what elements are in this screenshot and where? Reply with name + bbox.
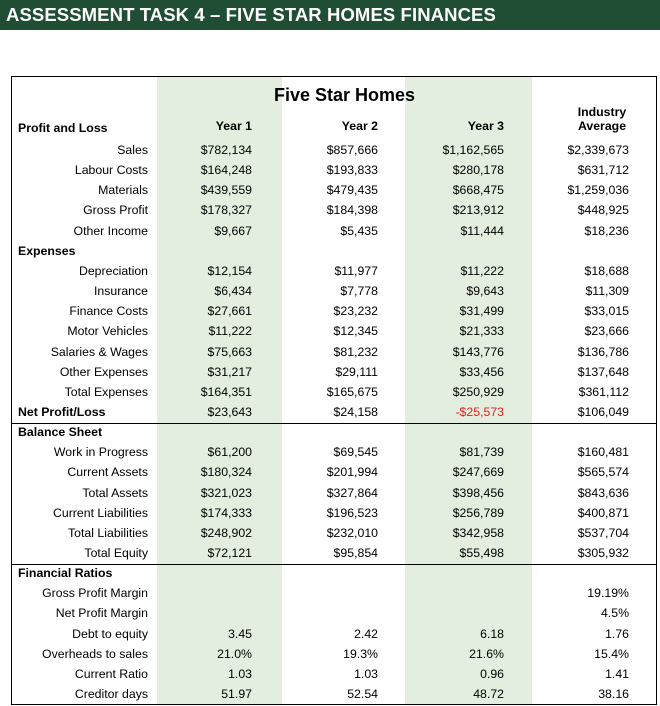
year3-value: 48.72 xyxy=(473,687,504,702)
section-header-profit-loss: Profit and Loss xyxy=(18,121,108,135)
year2-value: 1.03 xyxy=(354,666,378,681)
row-label: Labour Costs xyxy=(74,163,148,178)
industry-average-value: $18,236 xyxy=(584,223,629,238)
year1-value: $61,200 xyxy=(207,445,252,460)
year2-value: $81,232 xyxy=(333,344,378,359)
year3-value: 0.96 xyxy=(480,666,504,681)
industry-average-value: 1.41 xyxy=(605,666,629,681)
year3-value: $250,929 xyxy=(452,384,504,399)
year2-value: $5,435 xyxy=(340,223,378,238)
row-label: Materials xyxy=(98,183,148,198)
industry-average-value: 15.4% xyxy=(594,646,629,661)
year2-value: $201,994 xyxy=(326,465,378,480)
industry-average-value: $136,786 xyxy=(577,344,629,359)
year3-value: $9,643 xyxy=(466,284,504,299)
divider-after-balance-sheet xyxy=(12,564,656,565)
row-label: Salaries & Wages xyxy=(50,344,148,359)
industry-average-value: $106,049 xyxy=(577,404,629,419)
industry-average-header xyxy=(548,105,656,133)
year1-value: $439,559 xyxy=(200,183,252,198)
industry-average-value: $448,925 xyxy=(577,203,629,218)
year3-value: $55,498 xyxy=(459,546,504,560)
year2-value: $24,158 xyxy=(333,404,378,419)
year3-value: $342,958 xyxy=(452,525,504,540)
year2-value: $7,778 xyxy=(340,284,378,299)
row-label: Total Liabilities xyxy=(68,525,148,540)
row-label: Total Assets xyxy=(82,485,148,500)
year1-value: $12,154 xyxy=(207,263,252,278)
year1-value: $248,902 xyxy=(200,525,252,540)
year2-value: 52.54 xyxy=(347,687,378,702)
year1-value: $75,663 xyxy=(207,344,252,359)
section-header: Expenses xyxy=(18,243,76,258)
row-label: Total Expenses xyxy=(64,384,148,399)
row-label: Net Profit Margin xyxy=(55,606,148,621)
year1-value: $23,643 xyxy=(207,404,252,419)
industry-average-value: 1.76 xyxy=(605,626,629,641)
year3-value: $11,444 xyxy=(460,223,504,238)
year2-value: $95,854 xyxy=(333,546,378,560)
year1-value: $321,023 xyxy=(200,485,252,500)
year3-value: 21.6% xyxy=(469,646,504,661)
year3-value: $256,789 xyxy=(452,505,504,520)
row-label: Other Income xyxy=(73,223,148,238)
row-label: Current Ratio xyxy=(74,666,148,681)
industry-header-line1: Industry xyxy=(577,105,627,119)
industry-average-value: 19.19% xyxy=(587,586,629,601)
industry-header-line2: Average xyxy=(577,119,627,133)
divider-after-profit-loss xyxy=(12,423,656,424)
year1-value: $174,333 xyxy=(200,505,252,520)
year3-value: $247,669 xyxy=(452,465,504,480)
row-label: Net Profit/Loss xyxy=(18,404,106,419)
industry-average-value: $400,871 xyxy=(577,505,629,520)
industry-average-value: $23,666 xyxy=(584,324,629,339)
column-header-year1: Year 1 xyxy=(215,119,252,133)
row-label: Insurance xyxy=(93,284,148,299)
industry-average-value: $11,309 xyxy=(585,284,629,299)
row-label: Overheads to sales xyxy=(42,646,148,661)
year2-value: $184,398 xyxy=(326,203,378,218)
row-label: Work in Progress xyxy=(53,445,148,460)
industry-average-value: $160,481 xyxy=(577,445,629,460)
row-label: Total Equity xyxy=(84,546,148,560)
year2-value: $12,345 xyxy=(333,324,378,339)
row-label: Depreciation xyxy=(78,263,148,278)
year1-value: $27,661 xyxy=(207,304,252,319)
year3-value: $143,776 xyxy=(452,344,504,359)
year2-value: $23,232 xyxy=(333,304,378,319)
industry-average-value: $565,574 xyxy=(577,465,629,480)
year3-value: $668,475 xyxy=(452,183,504,198)
year3-value: $11,222 xyxy=(460,263,504,278)
industry-average-value: $18,688 xyxy=(584,263,629,278)
year1-value: $72,121 xyxy=(207,546,252,560)
year1-value: $6,434 xyxy=(214,284,252,299)
industry-average-value: $2,339,673 xyxy=(567,143,629,157)
industry-average-value: $137,648 xyxy=(577,364,629,379)
row-label: Gross Profit xyxy=(83,203,148,218)
year2-value: $857,666 xyxy=(326,143,378,157)
page-banner xyxy=(0,0,660,30)
year3-value: $280,178 xyxy=(452,163,504,178)
year1-value: 1.03 xyxy=(228,666,252,681)
row-label: Current Assets xyxy=(67,465,148,480)
year3-value: $31,499 xyxy=(459,304,504,319)
row-label: Creditor days xyxy=(74,687,148,702)
year3-value: -$25,573 xyxy=(455,404,504,419)
year2-value: $69,545 xyxy=(333,445,378,460)
row-label: Motor Vehicles xyxy=(67,324,148,339)
year1-value: $178,327 xyxy=(200,203,252,218)
year3-value: $33,456 xyxy=(459,364,504,379)
year3-value: $21,333 xyxy=(459,324,504,339)
year3-value: 6.18 xyxy=(480,626,504,641)
industry-average-value: $537,704 xyxy=(577,525,629,540)
year1-value: 21.0% xyxy=(217,646,252,661)
row-label: Sales xyxy=(117,143,148,157)
table-title: Five Star Homes xyxy=(273,85,416,105)
column-header-year2: Year 2 xyxy=(341,119,378,133)
industry-average-value: $1,259,036 xyxy=(567,183,629,198)
year1-value: $9,667 xyxy=(214,223,252,238)
industry-average-value: $33,015 xyxy=(584,304,629,319)
year2-value: $196,523 xyxy=(326,505,378,520)
year1-value: $31,217 xyxy=(207,364,252,379)
year2-value: $193,833 xyxy=(326,163,378,178)
section-header: Financial Ratios xyxy=(18,566,113,581)
year3-value: $81,739 xyxy=(459,445,504,460)
year2-value: $479,435 xyxy=(326,183,378,198)
year2-value: $165,675 xyxy=(326,384,378,399)
year2-value: 19.3% xyxy=(343,646,378,661)
industry-average-value: $631,712 xyxy=(577,163,629,178)
year3-value: $398,456 xyxy=(452,485,504,500)
year1-value: $164,351 xyxy=(200,384,252,399)
row-label: Debt to equity xyxy=(72,626,148,641)
year3-value: $1,162,565 xyxy=(442,143,504,157)
industry-average-value: $843,636 xyxy=(577,485,629,500)
row-label: Gross Profit Margin xyxy=(42,586,148,601)
column-header-year3: Year 3 xyxy=(467,119,504,133)
section-header: Balance Sheet xyxy=(18,425,103,440)
year1-value: $164,248 xyxy=(200,163,252,178)
year1-value: 51.97 xyxy=(221,687,252,702)
industry-average-value: 4.5% xyxy=(600,606,629,621)
banner-title: ASSESSMENT TASK 4 – FIVE STAR HOMES FINANCES xyxy=(6,4,496,25)
year1-value: $782,134 xyxy=(200,143,252,157)
year1-value: $180,324 xyxy=(200,465,252,480)
year2-value: $29,111 xyxy=(335,364,378,379)
industry-average-value: 38.16 xyxy=(598,687,629,702)
industry-average-value: $361,112 xyxy=(578,384,629,399)
row-label: Current Liabilities xyxy=(52,505,148,520)
row-label: Other Expenses xyxy=(59,364,148,379)
industry-average-value: $305,932 xyxy=(577,546,629,560)
row-label: Finance Costs xyxy=(69,304,148,319)
year2-value: $327,864 xyxy=(326,485,378,500)
year2-value: 2.42 xyxy=(354,626,378,641)
year1-value: 3.45 xyxy=(228,626,252,641)
year2-value: $11,977 xyxy=(334,263,378,278)
year2-value: $232,010 xyxy=(326,525,378,540)
year3-value: $213,912 xyxy=(452,203,504,218)
year1-value: $11,222 xyxy=(208,324,252,339)
